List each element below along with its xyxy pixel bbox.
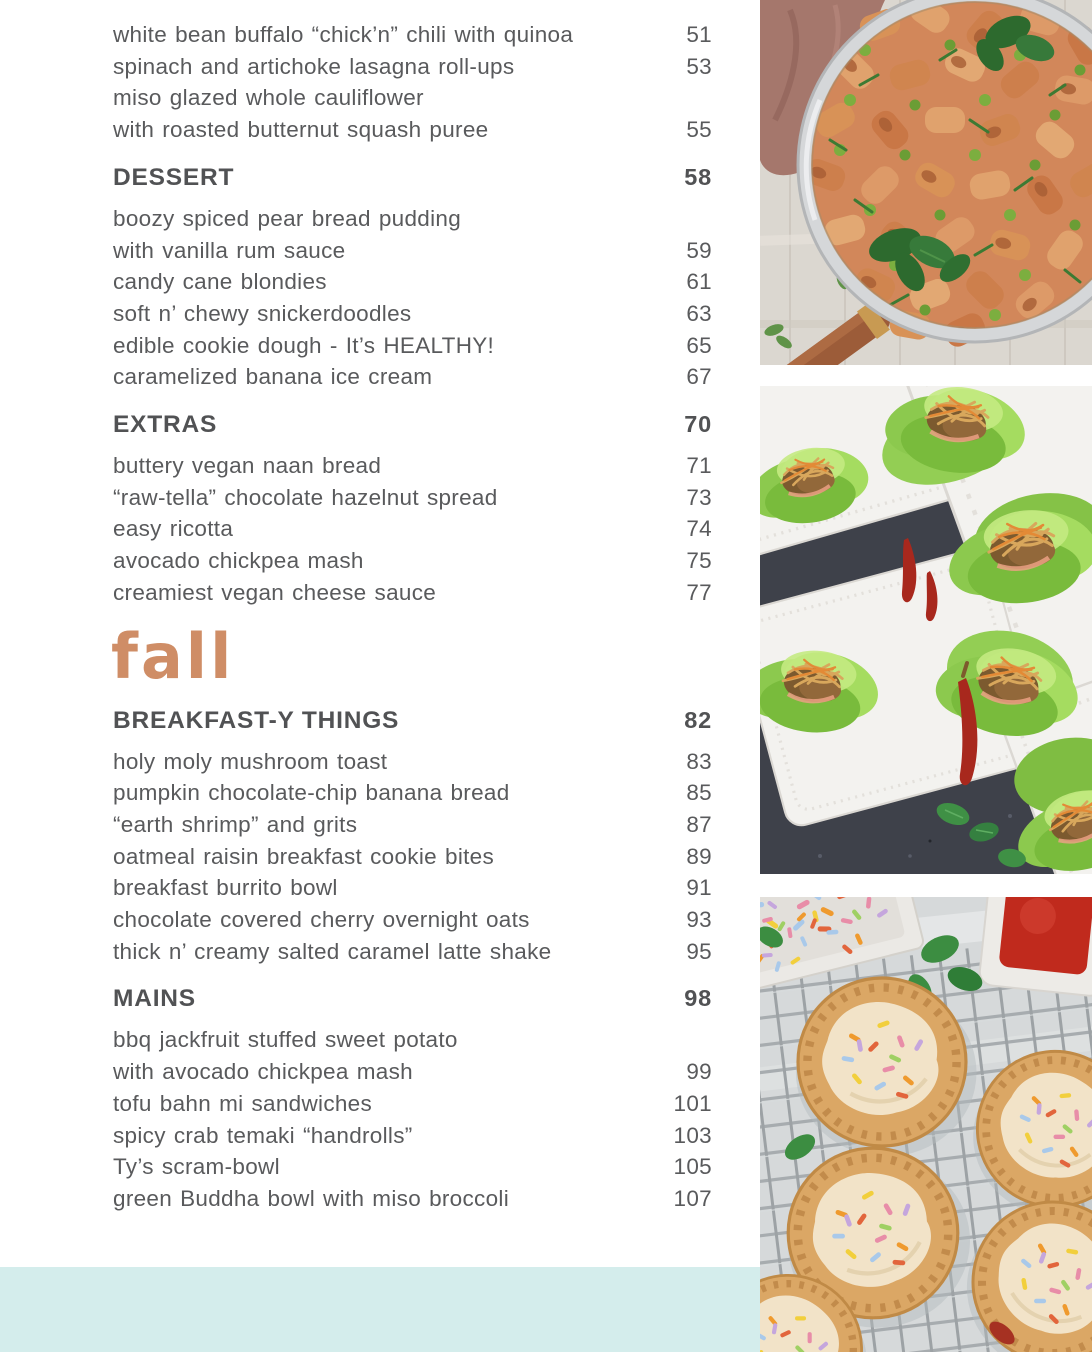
toc-section-header — [113, 703, 712, 738]
page-number: 91 — [686, 875, 712, 901]
page-number: 98 — [684, 985, 712, 1012]
toc-entry — [113, 777, 712, 809]
page-number: 85 — [686, 780, 712, 806]
section-title: BREAKFAST-Y THINGS — [113, 706, 400, 734]
page-number: 61 — [686, 269, 712, 295]
recipe-title: spinach and artichoke lasagna roll-ups — [113, 53, 515, 79]
recipe-title: “raw-tella” chocolate hazelnut spread — [113, 484, 498, 510]
page-number: 75 — [686, 548, 712, 574]
page-number: 58 — [684, 163, 712, 190]
toc-entry — [113, 809, 712, 841]
toc-entry — [113, 82, 712, 114]
page-number: 70 — [684, 411, 712, 438]
recipe-title: thick n’ creamy salted caramel latte shake — [113, 938, 552, 964]
recipe-title: with vanilla rum sauce — [113, 237, 346, 263]
page-number: 77 — [686, 579, 712, 605]
toc-entry — [113, 51, 712, 83]
recipe-title: with avocado chickpea mash — [113, 1059, 413, 1085]
page-number: 101 — [673, 1090, 712, 1116]
page-number: 51 — [686, 22, 712, 47]
page-number: 105 — [673, 1154, 712, 1180]
recipe-title: tofu bahn mi sandwiches — [113, 1090, 373, 1116]
page-number: 83 — [686, 748, 712, 774]
photo-lettuce-wraps — [760, 386, 1092, 874]
toc-entry — [113, 450, 712, 482]
page-number: 103 — [673, 1122, 712, 1148]
lettuce-wraps-illustration — [760, 386, 1092, 874]
toc-entry — [113, 298, 712, 330]
toc-entry — [113, 1183, 712, 1215]
toc-entry — [113, 841, 712, 873]
recipe-title: oatmeal raisin breakfast cookie bites — [113, 843, 495, 869]
season-title-fall: fall — [111, 619, 235, 693]
recipe-title: green Buddha bowl with miso broccoli — [113, 1185, 509, 1211]
toc-entry — [113, 872, 712, 904]
recipe-title: edible cookie dough - It’s HEALTHY! — [113, 332, 495, 358]
toc-section-header — [113, 407, 712, 442]
section-title: DESSERT — [113, 163, 235, 191]
page-number: 74 — [686, 516, 712, 542]
hand-pies-illustration — [760, 897, 1092, 1352]
page-number: 71 — [686, 453, 712, 479]
toc-entry — [113, 904, 712, 936]
section-title: EXTRAS — [113, 411, 218, 439]
toc-entry — [113, 19, 712, 51]
recipe-title: holy moly mushroom toast — [113, 748, 388, 774]
recipe-title: avocado chickpea mash — [113, 548, 364, 574]
photo-pasta-skillet — [760, 0, 1092, 365]
page-number: 59 — [686, 237, 712, 263]
recipe-title: candy cane blondies — [113, 269, 327, 295]
page-number: 53 — [686, 53, 712, 79]
recipe-title: “earth shrimp” and grits — [113, 811, 358, 837]
recipe-title: caramelized banana ice cream — [113, 364, 433, 390]
toc-entry — [113, 1120, 712, 1152]
page-number: 67 — [686, 364, 712, 390]
recipe-title: pumpkin chocolate-chip banana bread — [113, 780, 510, 806]
table-of-contents — [113, 19, 712, 1215]
toc-entry — [113, 203, 712, 235]
recipe-title: spicy crab temaki “handrolls” — [113, 1122, 413, 1148]
page-number: 82 — [684, 706, 712, 733]
page-number: 99 — [686, 1059, 712, 1085]
photo-hand-pies — [760, 897, 1092, 1352]
toc-entry — [113, 936, 712, 968]
recipe-title: boozy spiced pear bread pudding — [113, 205, 462, 231]
recipe-title: creamiest vegan cheese sauce — [113, 579, 437, 605]
toc-entry — [113, 513, 712, 545]
recipe-title: breakfast burrito bowl — [113, 875, 338, 901]
recipe-title: bbq jackfruit stuffed sweet potato — [113, 1027, 458, 1053]
page-number: 107 — [673, 1185, 712, 1211]
page-number: 89 — [686, 843, 712, 869]
recipe-title: Ty’s scram-bowl — [113, 1154, 280, 1180]
toc-entry — [113, 545, 712, 577]
recipe-title: white bean buffalo “chick’n” chili with quinoa — [113, 22, 574, 47]
toc-entry — [113, 361, 712, 393]
toc-entry — [113, 577, 712, 609]
toc-entry — [113, 1151, 712, 1183]
pasta-skillet-illustration — [760, 0, 1092, 365]
page-number: 63 — [686, 300, 712, 326]
page-number: 95 — [686, 938, 712, 964]
page-number: 65 — [686, 332, 712, 358]
toc-section-header — [113, 160, 712, 195]
recipe-title: miso glazed whole cauliflower — [113, 85, 424, 111]
recipe-title: buttery vegan naan bread — [113, 453, 382, 479]
toc-entry — [113, 746, 712, 778]
toc-entry — [113, 1024, 712, 1056]
toc-entry — [113, 266, 712, 298]
toc-entry — [113, 235, 712, 267]
recipe-title: chocolate covered cherry overnight oats — [113, 907, 530, 933]
recipe-title: with roasted butternut squash puree — [113, 117, 489, 143]
page-number: 55 — [686, 117, 712, 143]
page-number: 93 — [686, 907, 712, 933]
toc-entry — [113, 482, 712, 514]
section-title: MAINS — [113, 985, 196, 1013]
toc-entry — [113, 1056, 712, 1088]
recipe-title: soft n’ chewy snickerdoodles — [113, 300, 412, 326]
toc-entry — [113, 330, 712, 362]
toc-section-header — [113, 981, 712, 1016]
toc-entry — [113, 1088, 712, 1120]
toc-entry — [113, 114, 712, 146]
recipe-title: easy ricotta — [113, 516, 234, 542]
footer-accent-bar — [0, 1267, 760, 1352]
jam-bowl — [978, 897, 1092, 997]
page-number: 87 — [686, 811, 712, 837]
page-number: 73 — [686, 484, 712, 510]
